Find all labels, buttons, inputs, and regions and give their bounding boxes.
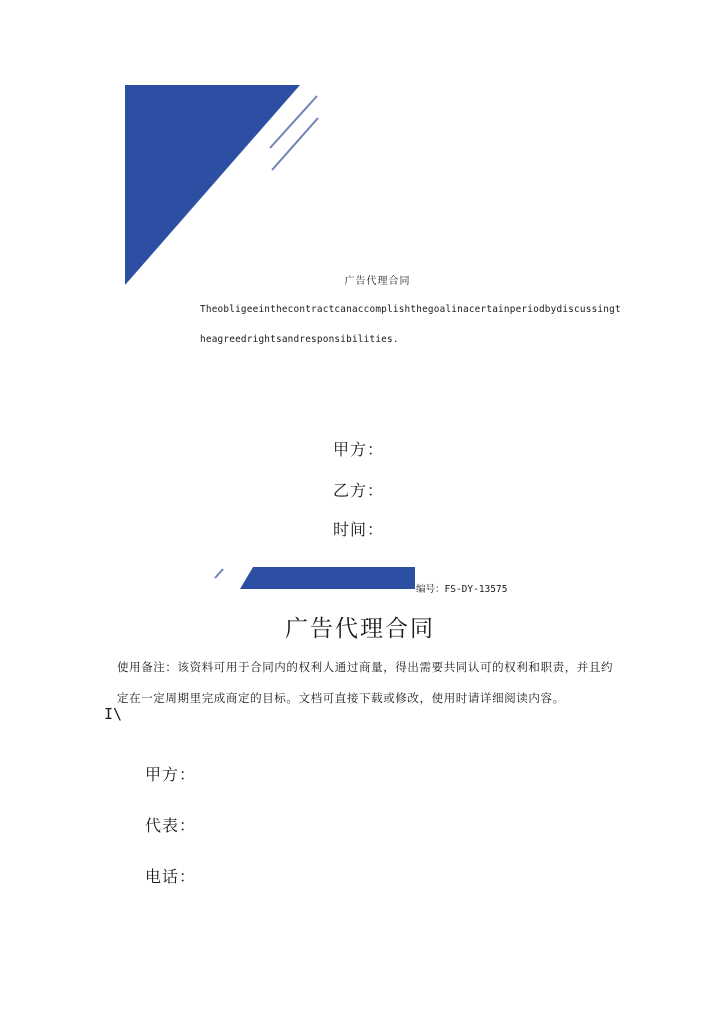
document-number-value: FS-DY-13575: [444, 584, 508, 595]
usage-note-line-2: 定在一定周期里完成商定的目标。文档可直接下载或修改，使用时请详细阅读内容。: [117, 691, 565, 705]
usage-note-line-1: 使用备注：该资料可用于合同内的权利人通过商量，得出需要共同认可的权利和职责，并且约: [117, 660, 614, 674]
decorative-bar-graphic: [205, 560, 420, 596]
english-subtitle-line-2: heagreedrightsandresponsibilities.: [200, 334, 399, 345]
diagonal-line-2: [272, 118, 318, 170]
english-subtitle-line-1: Theobligeeinthecontractcanaccomplishthegoalinacertainperiodbydiscussingt: [200, 304, 621, 315]
party-a-field-label: 甲方：: [145, 765, 197, 784]
page-title: 广告代理合同: [285, 616, 435, 642]
cover-small-title: 广告代理合同: [344, 276, 411, 287]
decorative-triangle-graphic: [120, 80, 330, 290]
representative-field-label: 代表：: [145, 816, 197, 835]
stray-mark-text: I\: [104, 705, 123, 723]
blue-triangle-shape: [125, 85, 300, 285]
cover-party-b-label: 乙方：: [333, 481, 385, 500]
document-number: [416, 581, 507, 595]
phone-field-label: 电话：: [145, 867, 197, 886]
bar-slash-line: [215, 569, 223, 578]
cover-party-a-label: 甲方：: [333, 440, 385, 459]
document-number-label: 编号：: [416, 584, 445, 595]
blue-bar-shape: [240, 567, 415, 589]
cover-time-label: 时间：: [333, 520, 385, 539]
